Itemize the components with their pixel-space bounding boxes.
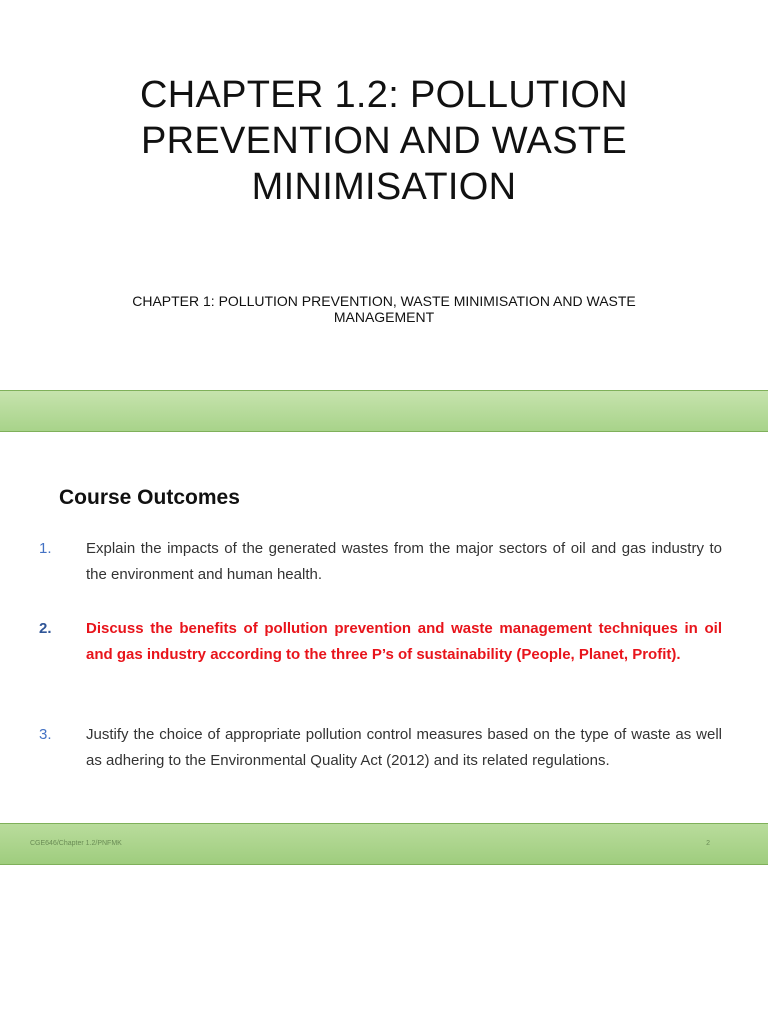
outcome-number-2: 2. bbox=[39, 620, 52, 637]
chapter-subtitle-line-1: CHAPTER 1: POLLUTION PREVENTION, WASTE MINIMISATION AND WASTE bbox=[132, 293, 636, 309]
footer-course-code: CGE646/Chapter 1.2/PNFMK bbox=[30, 840, 122, 847]
main-title-line-1: CHAPTER 1.2: POLLUTION bbox=[139, 74, 629, 116]
main-title-line-3: MINIMISATION bbox=[251, 166, 517, 208]
chapter-subtitle-line-2: MANAGEMENT bbox=[333, 309, 435, 325]
course-outcomes-heading: Course Outcomes bbox=[59, 486, 240, 509]
header-band bbox=[0, 390, 768, 432]
footer-band bbox=[0, 823, 768, 865]
main-title bbox=[40, 72, 728, 210]
main-title-line-2: PREVENTION AND WASTE bbox=[141, 120, 627, 162]
outcome-number-3: 3. bbox=[39, 726, 52, 743]
outcome-text-2: Discuss the benefits of pollution prevention and waste management techniques in oil and gas industry according to the three P’s of sustainability (People, Planet, Profit). bbox=[86, 620, 722, 663]
outcome-text-3: Justify the choice of appropriate pollution control measures based on the type of waste as well as adhering to the Environmental Quality Act (2012) and its related regulations. bbox=[86, 726, 722, 769]
outcome-number-1: 1. bbox=[39, 540, 52, 557]
outcome-text-1: Explain the impacts of the generated wastes from the major sectors of oil and gas industry to the environment and human health. bbox=[86, 540, 722, 583]
title-slide bbox=[0, 0, 768, 380]
chapter-subtitle bbox=[60, 293, 708, 325]
footer-page-number: 2 bbox=[706, 840, 710, 847]
course-outcomes-slide bbox=[0, 390, 768, 866]
